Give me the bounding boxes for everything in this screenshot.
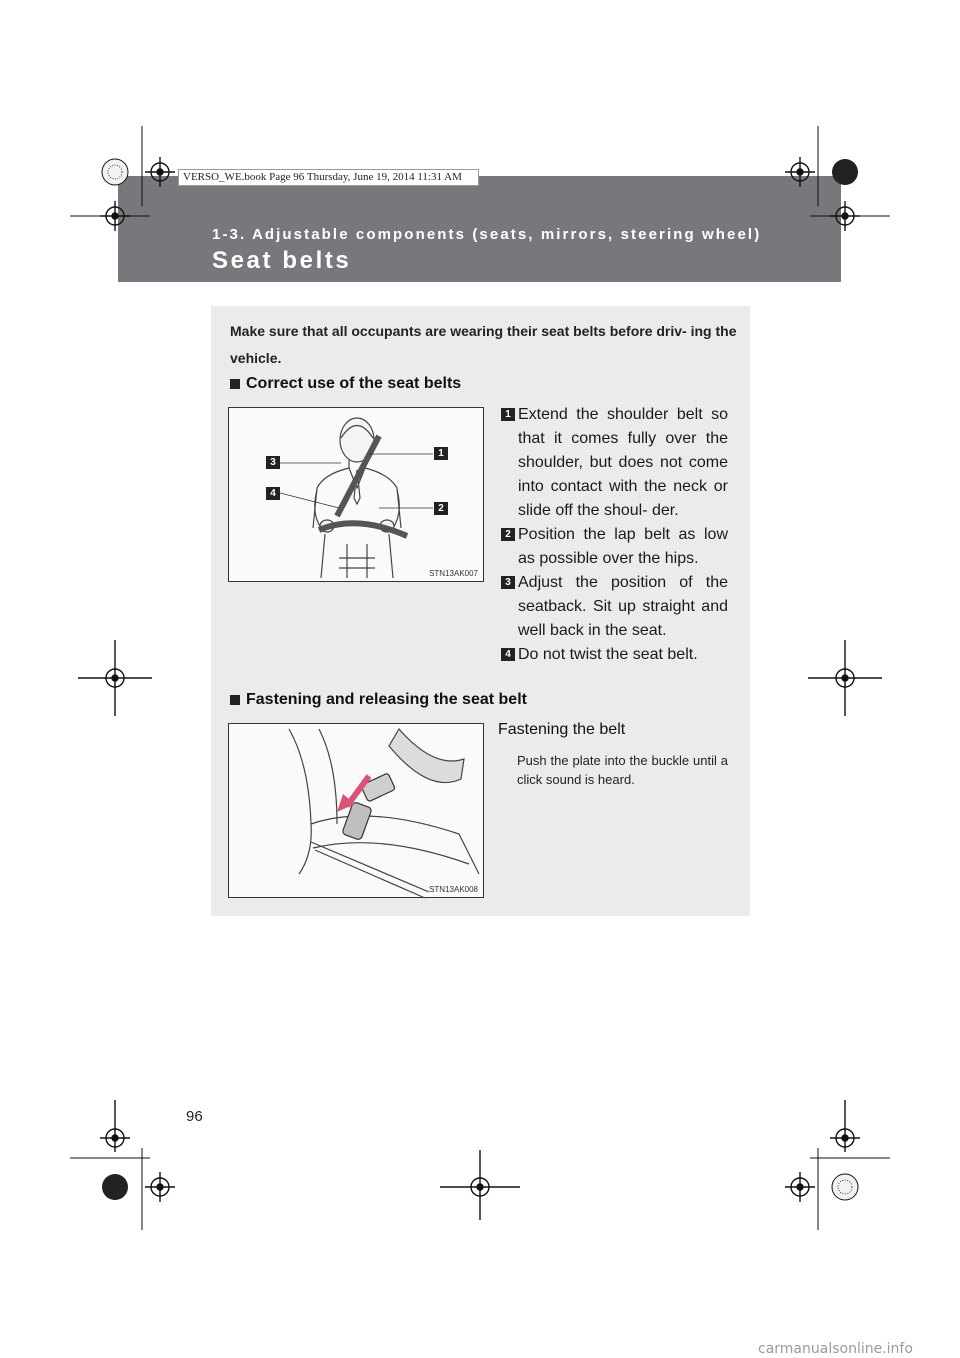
correct-use-heading-text: Correct use of the seat belts [246, 375, 462, 392]
target-mark-icon [145, 157, 175, 187]
section-label: 1-3. Adjustable components (seats, mirrors, steering wheel) [212, 226, 762, 243]
page-number: 96 [186, 1108, 203, 1125]
fastening-heading-text: Fastening and releasing the seat belt [246, 691, 527, 708]
page-heading: Seat belts [212, 247, 352, 274]
target-mark-icon [100, 201, 130, 231]
step-number-badge: 1 [501, 408, 515, 421]
figure-code: STN13AK008 [429, 885, 478, 894]
sunburst-mark-icon [102, 159, 128, 185]
sunburst-mark-icon [102, 1174, 128, 1200]
procedure-title: Fastening the belt [498, 721, 626, 738]
target-mark-icon [440, 1150, 520, 1220]
figure-code: STN13AK007 [429, 569, 478, 578]
callout-4: 4 [266, 487, 280, 500]
watermark: carmanualsonline.info [758, 1341, 913, 1357]
sunburst-mark-icon [832, 159, 858, 185]
target-mark-icon [830, 1100, 860, 1152]
target-mark-icon [100, 1100, 130, 1152]
callout-1: 1 [434, 447, 448, 460]
sunburst-mark-icon [832, 1174, 858, 1200]
step-number-badge: 4 [501, 648, 515, 661]
book-stamp: VERSO_WE.book Page 96 Thursday, June 19, 2014 11:31 AM [178, 169, 479, 186]
target-mark-icon [830, 201, 860, 231]
target-mark-icon [145, 1172, 175, 1202]
step-number-badge: 3 [501, 576, 515, 589]
callout-3: 3 [266, 456, 280, 469]
intro-text: Make sure that all occupants are wearing their seat belts before driv- ing the vehicle. [230, 323, 737, 366]
procedure-description: Push the plate into the buckle until a click sound is heard. [517, 753, 728, 787]
target-mark-icon [78, 640, 152, 716]
step-text: Do not twist the seat belt. [518, 646, 698, 663]
target-mark-icon [785, 157, 815, 187]
step-number-badge: 2 [501, 528, 515, 541]
step-text: Extend the shoulder belt so that it comes fully over the shoulder, but does not come into contact with the neck or slide off the shoul- der. [518, 406, 728, 519]
step-text: Position the lap belt as low as possible over the hips. [518, 526, 728, 567]
target-mark-icon [808, 640, 882, 716]
callout-2: 2 [434, 502, 448, 515]
step-text: Adjust the position of the seatback. Sit up straight and well back in the seat. [518, 574, 728, 639]
target-mark-icon [785, 1172, 815, 1202]
